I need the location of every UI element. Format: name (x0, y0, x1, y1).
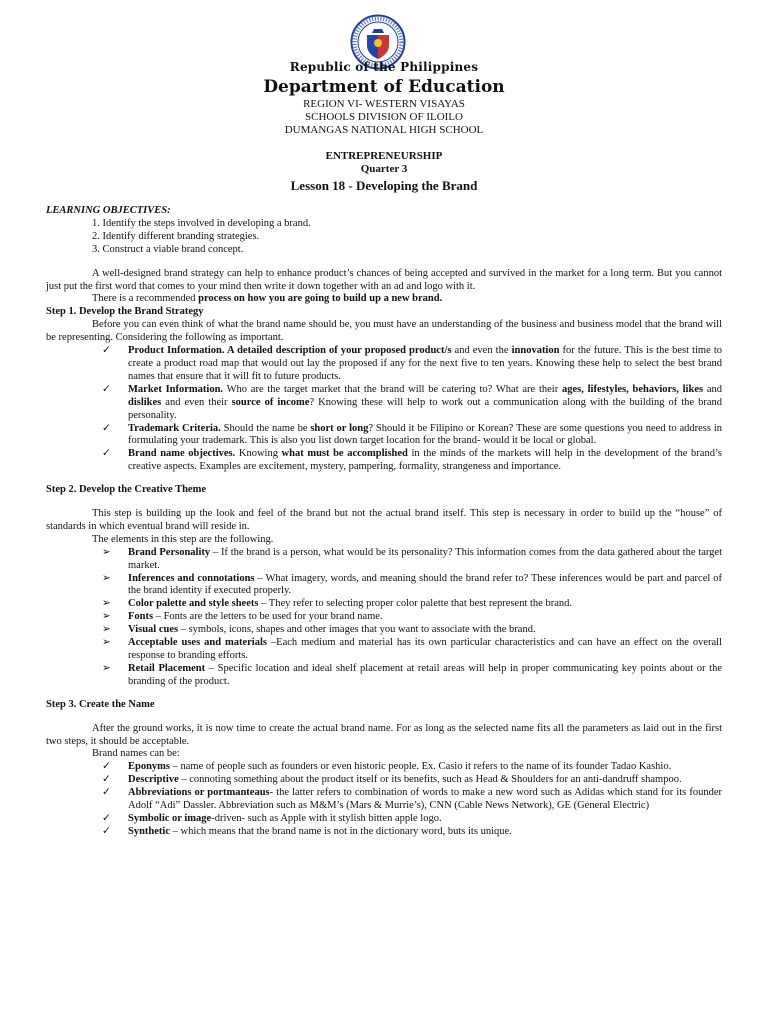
step1-list (46, 345, 722, 474)
arrow-icon: ➢ (102, 662, 111, 674)
list-item: ✓ Descriptive – connoting something about the product itself or its benefits, such as Head & Shoulders for an anti-dandruff shampoo. (102, 774, 682, 786)
arrow-icon: ➢ (102, 611, 111, 623)
arrow-icon: ➢ (102, 546, 111, 558)
step2-intro: This step is building up the look and feel of the brand but not the actual brand itself. This step is necessary in order to build up the “house” of standards in which eventual brand will reside in. (46, 508, 722, 532)
arrow-icon: ➢ (102, 572, 111, 584)
objective-item: 2. Identify different branding strategies. (92, 230, 260, 242)
list-item: ✓ Brand name objectives. Knowing what must be accomplished in the minds of the markets will help in the development of the brand’s creative aspects. Examples are excitement, mystery, pampering, formality, strangeness and importance. (102, 448, 722, 473)
step3-title: Step 3. Create the Name (46, 698, 155, 710)
list-item: ✓ Eponyms – name of people such as founders or even historic people. Ex. Casio it refers to the name of its founder Tadao Kashio. (102, 761, 672, 773)
subject-line: ENTREPRENEURSHIP (325, 150, 443, 162)
list-item: ✓ Trademark Criteria. Should the name be short or long? Should it be Filipino or Korean? These are some questions you need to address in formulating your trademark. This is also you list down target location for the brand- would it be local or global. (102, 422, 723, 447)
list-item: ✓ Market Information. Who are the target market that the brand will be catering to? What are their ages, lifestyles, behaviors, likes and dislikes and even their source of income? Knowing these will help to work out a communication along with the building of the brand personality. (102, 383, 722, 421)
step3-list (46, 761, 722, 838)
department-heading: Department of Education (263, 77, 505, 97)
objective-item: 1. Identify the steps involved in developing a brand. (92, 217, 311, 229)
document-header (0, 60, 768, 194)
check-icon: ✓ (102, 787, 111, 799)
list-item: ➢ Brand Personality – If the brand is a person, what would be its personality? This information comes from the data gathered about the target market. (102, 546, 722, 571)
check-icon: ✓ (102, 761, 111, 773)
arrow-icon: ➢ (102, 598, 111, 610)
step3-brand-line: Brand names can be: (92, 748, 180, 760)
document-body (46, 205, 722, 839)
arrow-icon: ➢ (102, 624, 111, 636)
list-item: ➢ Acceptable uses and materials –Each medium and material has its own particular characteristics and can have an effect on the overall response to branding efforts. (102, 637, 723, 661)
objective-item: 3. Construct a viable brand concept. (92, 243, 244, 255)
quarter-line: Quarter 3 (360, 163, 408, 175)
list-item: ➢ Inferences and connotations – What imagery, words, and meaning should the brand refer to? These inferences would be part and parcel of the brand identity if executed properly. (102, 572, 722, 597)
intro-paragraph: A well-designed brand strategy can help to enhance product’s chances of being accepted and survived in the market for a long term. But you cannot just put the first word that comes to your mind then write it down together with an ad and logo with it. (46, 267, 722, 292)
list-item: ✓ Product Information. A detailed description of your proposed product/s and even the innovation for the future. This is the best time to create a product road map that would out lay the proposed if any for the next five to ten years. Knowing these help to select the best brand names that ensure that it will fit to future products. (102, 345, 723, 382)
check-icon: ✓ (102, 422, 111, 434)
check-icon: ✓ (102, 812, 111, 824)
list-item: ➢ Retail Placement – Specific location and ideal shelf placement at retail areas will help in proper communicating key points about or the branding of the product. (102, 662, 722, 687)
school-line: DUMANGAS NATIONAL HIGH SCHOOL (284, 124, 484, 136)
arrow-icon: ➢ (102, 637, 111, 649)
step2-list (46, 547, 722, 689)
list-item: ✓ Abbreviations or portmanteaus- the latter refers to combination of words to make a new word such as Adidas which stand for its founder Adolf “Adi” Dassler. Abbreviation such as M&M’s (Mars & Murrie’s), CNN (Cable News Network), GE (General Electric) (102, 787, 722, 812)
objectives-heading: LEARNING OBJECTIVES: (46, 205, 171, 216)
step1-title: Step 1. Develop the Brand Strategy (46, 306, 204, 318)
check-icon: ✓ (102, 825, 111, 837)
step2-elements-line: The elements in this step are the following. (92, 533, 274, 545)
check-icon: ✓ (102, 774, 111, 786)
list-item: ✓ Symbolic or image-driven- such as Apple with it stylish bitten apple logo. (102, 812, 442, 824)
intro-process-line: There is a recommended process on how you are going to build up a new brand. (92, 293, 443, 305)
lesson-title: Lesson 18 - Developing the Brand (290, 178, 478, 193)
check-icon: ✓ (102, 345, 111, 357)
republic-heading: Republic of the Philippines (289, 60, 479, 74)
list-item: ➢ Visual cues – symbols, icons, shapes and other images that you want to associate with the brand. (102, 624, 536, 636)
list-item: ➢ Fonts – Fonts are the letters to be used for your brand name. (102, 611, 383, 623)
step3-intro: After the ground works, it is now time to create the actual brand name. For as long as the selected name fits all the parameters as laid out in the first two steps, it should be acceptable. (46, 722, 722, 747)
step1-intro: Before you can even think of what the brand name should be, you must have an understanding of the business and business model that the brand will be representing. Considering the following as important. (46, 319, 722, 344)
list-item: ✓ Synthetic – which means that the brand name is not in the dictionary word, buts its unique. (102, 825, 512, 837)
check-icon: ✓ (102, 448, 111, 460)
step2-title: Step 2. Develop the Creative Theme (46, 484, 207, 496)
check-icon: ✓ (102, 383, 111, 395)
division-line: SCHOOLS DIVISION OF ILOILO (305, 111, 463, 123)
region-line: REGION VI- WESTERN VISAYAS (303, 98, 465, 110)
list-item: ➢ Color palette and style sheets – They refer to selecting proper color palette that best represent the brand. (102, 598, 572, 610)
